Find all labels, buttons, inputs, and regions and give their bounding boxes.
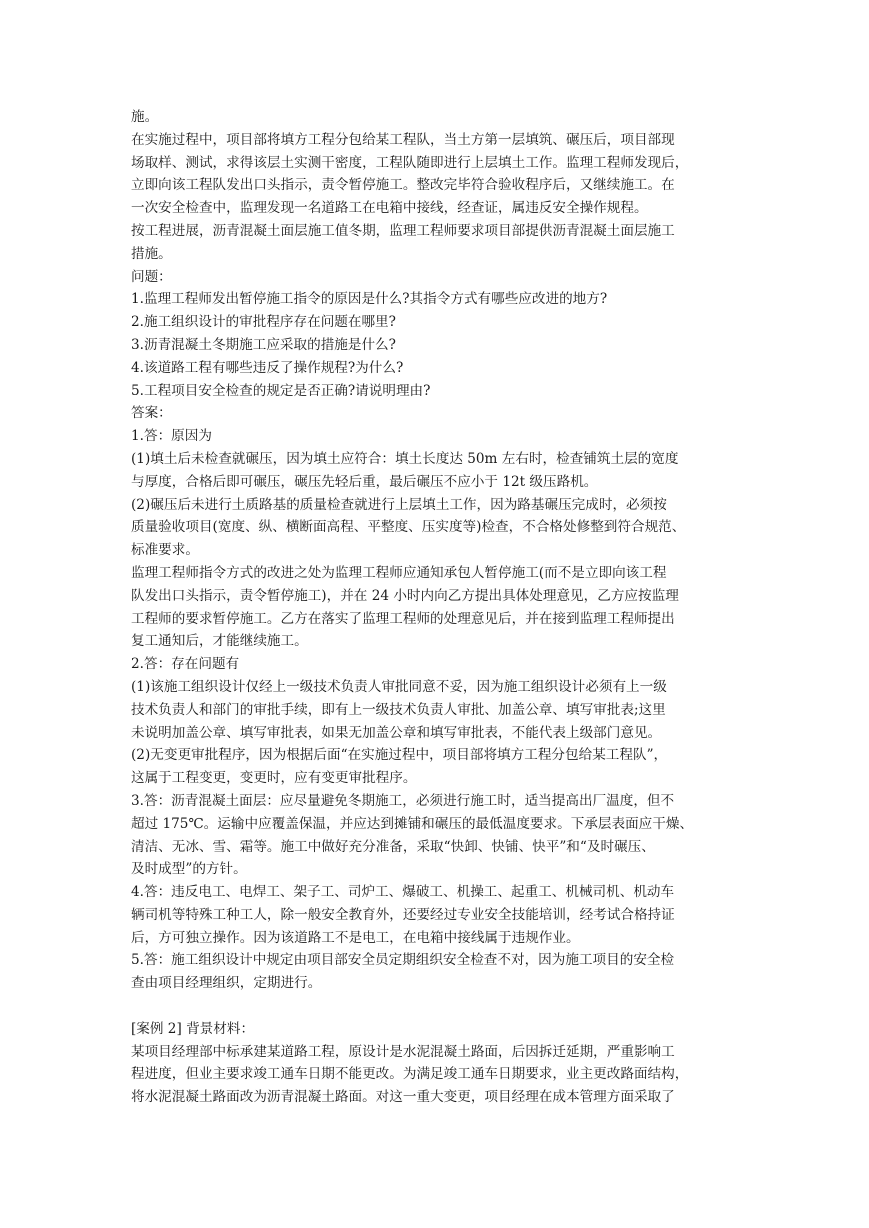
text-line: 与厚度，合格后即可碾压，碾压先轻后重，最后碾压不应小于 12t 级压路机。 (131, 473, 598, 490)
text-line: 标准要求。 (131, 542, 199, 559)
text-line: 问题： (131, 268, 172, 285)
text-line: 将水泥混凝土路面改为沥青混凝土路面。对这一重大变更，项目经理在成本管理方面采取了 (131, 1089, 675, 1106)
text-line: 复工通知后，才能继续施工。 (131, 633, 308, 650)
text-line: 5.工程项目安全检查的规定是否正确?请说明理由? (131, 382, 431, 399)
text-line: 1.监理工程师发出暂停施工指令的原因是什么?其指令方式有哪些应改进的地方? (131, 291, 608, 308)
text-line: 3.沥青混凝土冬期施工应采取的措施是什么? (131, 336, 396, 353)
text-line: (1)填土后未检查就碾压，因为填土应符合：填土长度达 50m 左右时，检查铺筑土层的宽度 (131, 450, 679, 467)
text-line: 超过 175℃。运输中应覆盖保温，并应达到摊铺和碾压的最低温度要求。下承层表面应干燥、 (131, 815, 694, 832)
text-line: 技术负责人和部门的审批手续，即有上一级技术负责人审批、加盖公章、填写审批表;这里 (131, 701, 666, 718)
text-line: 程进度，但业主要求竣工通车日期不能更改。为满足竣工通车日期要求，业主更改路面结构， (131, 1066, 689, 1083)
text-line: 清洁、无冰、雪、霜等。施工中做好充分准备，采取“快卸、快铺、快平”和“及时碾压、 (131, 838, 655, 855)
text-line: 后，方可独立操作。因为该道路工不是电工，在电箱中接线属于违规作业。 (131, 929, 580, 946)
text-line: [案例 2] 背景材料： (131, 1020, 255, 1037)
text-line: 辆司机等特殊工种工人，除一般安全教育外，还要经过专业安全技能培训，经考试合格持证 (131, 906, 675, 923)
text-line: 2.答：存在问题有 (131, 656, 240, 673)
text-line: 在实施过程中，项目部将填方工程分包给某工程队，当土方第一层填筑、碾压后，项目部现 (131, 131, 675, 148)
text-line: 工程师的要求暂停施工。乙方在落实了监理工程师的处理意见后，并在接到监理工程师提出 (131, 610, 675, 627)
text-line: 场取样、测试，求得该层土实测干密度，工程队随即进行上层填土工作。监理工程师发现后， (131, 154, 689, 171)
text-line (131, 995, 741, 1018)
text-line: 这属于工程变更，变更时，应有变更审批程序。 (131, 770, 417, 787)
text-line: 答案： (131, 405, 172, 422)
text-line: 1.答：原因为 (131, 428, 212, 445)
text-line: (1)该施工组织设计仅经上一级技术负责人审批同意不妥，因为施工组织设计必须有上一级 (131, 678, 667, 695)
text-line: (2)碾压后未进行土质路基的质量检查就进行上层填土工作，因为路基碾压完成时，必须按 (131, 496, 667, 513)
text-line: 3.答：沥青混凝土面层：应尽量避免冬期施工，必须进行施工时，适当提高出厂温度，但不 (131, 792, 675, 809)
text-line: 队发出口头指示，责令暂停施工)，并在 24 小时内向乙方提出具体处理意见，乙方应按监理 (131, 587, 679, 604)
text-line: 按工程进展，沥青混凝土面层施工值冬期，监理工程师要求项目部提供沥青混凝土面层施工 (131, 222, 675, 239)
text-line: 2.施工组织设计的审批程序存在问题在哪里? (131, 314, 396, 331)
text-line: 及时成型”的方针。 (131, 861, 247, 878)
text-line: 4.答：违反电工、电焊工、架子工、司炉工、爆破工、机操工、起重工、机械司机、机动车 (131, 884, 675, 901)
text-line: 未说明加盖公章、填写审批表，如果无加盖公章和填写审批表，不能代表上级部门意见。 (131, 724, 662, 741)
text-line: 质量验收项目(宽度、纵、横断面高程、平整度、压实度等)检查，不合格处修整到符合规范、 (131, 519, 686, 536)
text-line: 5.答：施工组织设计中规定由项目部安全员定期组织安全检查不对，因为施工项目的安全检 (131, 952, 675, 969)
text-line: 监理工程师指令方式的改进之处为监理工程师应通知承包人暂停施工(而不是立即向该工程 (131, 564, 667, 581)
text-line: 一次安全检查中，监理发现一名道路工在电箱中接线，经查证，属违反安全操作规程。 (131, 200, 648, 217)
text-line: 立即向该工程队发出口头指示，责令暂停施工。整改完毕符合验收程序后，又继续施工。在 (131, 177, 675, 194)
text-line: 施。 (131, 109, 159, 125)
text-line: 查由项目经理组织，定期进行。 (131, 975, 322, 992)
document-body (131, 106, 741, 1109)
text-line: 某项目经理部中标承建某道路工程，原设计是水泥混凝土路面，后因拆迁延期，严重影响工 (131, 1043, 675, 1060)
text-line: 4.该道路工程有哪些违反了操作规程?为什么? (131, 359, 404, 376)
text-line: (2)无变更审批程序，因为根据后面“在实施过程中，项目部将填方工程分包给某工程队”， (131, 747, 668, 764)
text-line: 措施。 (131, 245, 172, 262)
